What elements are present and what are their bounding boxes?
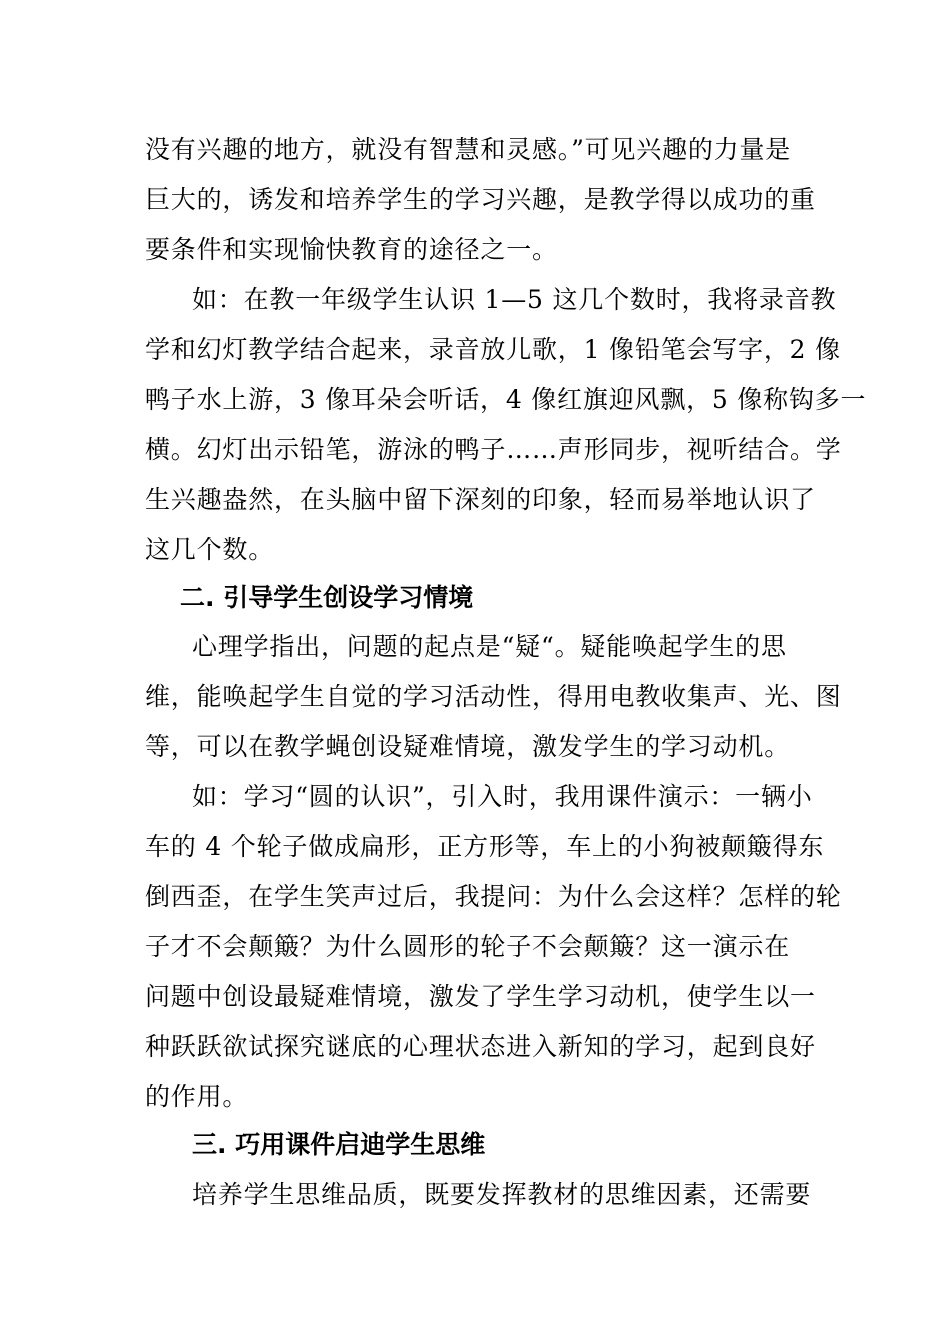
paragraph-1-line-1: 没有兴趣的地方，就没有智慧和灵感。”可见兴趣的力量是 (145, 135, 792, 164)
paragraph-3-line-1: 心理学指出，问题的起点是“疑“。疑能唤起学生的思 (192, 632, 787, 661)
paragraph-4-line-2: 车的 4 个轮子做成扁形，正方形等，车上的小狗被颠簸得东 (145, 832, 825, 861)
paragraph-2-line-5: 生兴趣盎然，在头脑中留下深刻的印象，轻而易举地认识了 (145, 485, 816, 514)
section-heading-3: 三. 巧用课件启迪学生思维 (192, 1130, 486, 1159)
paragraph-1-line-3: 要条件和实现愉快教育的途径之一。 (145, 235, 558, 264)
paragraph-4-line-6: 种跃跃欲试探究谜底的心理状态进入新知的学习，起到良好 (145, 1032, 816, 1061)
paragraph-1-line-2: 巨大的，诱发和培养学生的学习兴趣，是教学得以成功的重 (145, 185, 816, 214)
paragraph-2-line-3: 鸭子水上游，3 像耳朵会听话，4 像红旗迎风飘，5 像称钩多一 (145, 385, 867, 414)
paragraph-2-line-6: 这几个数。 (145, 535, 275, 564)
paragraph-2-line-1: 如：在教一年级学生认识 1—5 这几个数时，我将录音教 (192, 285, 837, 314)
paragraph-2-line-2: 学和幻灯教学结合起来，录音放儿歌，1 像铅笔会写字，2 像 (145, 335, 841, 364)
paragraph-4-line-1: 如：学习“圆的认识”，引入时，我用课件演示：一辆小 (192, 782, 813, 811)
paragraph-4-line-4: 子才不会颠簸？为什么圆形的轮子不会颠簸？这一演示在 (145, 932, 791, 961)
paragraph-4-line-3: 倒西歪，在学生笑声过后，我提问：为什么会这样？怎样的轮 (145, 882, 842, 911)
paragraph-2-line-4: 横。幻灯出示铅笔，游泳的鸭子……声形同步，视听结合。学 (145, 435, 842, 464)
paragraph-4-line-7: 的作用。 (145, 1082, 249, 1111)
paragraph-4-line-5: 问题中创设最疑难情境，激发了学生学习动机，使学生以一 (145, 982, 816, 1011)
paragraph-5-line-1: 培养学生思维品质，既要发挥教材的思维因素，还需要 (192, 1180, 812, 1209)
paragraph-3-line-2: 维，能唤起学生自觉的学习活动性，得用电教收集声、光、图 (145, 682, 842, 711)
section-heading-2: 二. 引导学生创设学习情境 (180, 583, 474, 612)
paragraph-3-line-3: 等，可以在教学蝇创设疑难情境，激发学生的学习动机。 (145, 732, 791, 761)
